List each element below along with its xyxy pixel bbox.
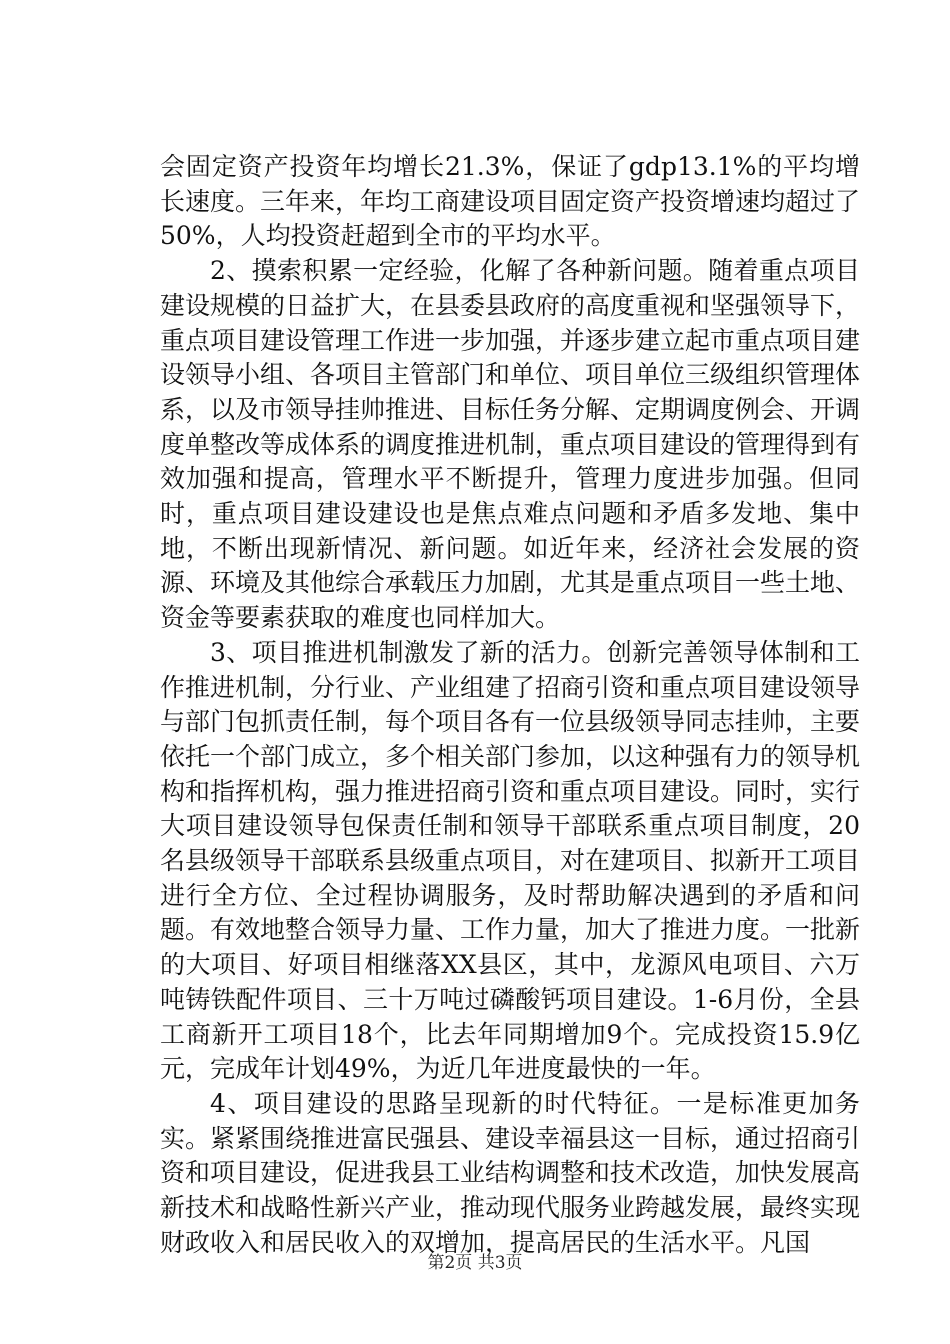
paragraph-1: 会固定资产投资年均增长21.3%，保证了gdp13.1%的平均增长速度。三年来，年均工商建设项目固定资产投资增速均超过了50%，人均投资赶超到全市的平均水平。 bbox=[160, 152, 861, 251]
page-number-footer: 第2页 共3页 bbox=[427, 1253, 523, 1273]
paragraph-4: 4、项目建设的思路呈现新的时代特征。一是标准更加务实。紧紧围绕推进富民强县、建设幸福县这一目标，通过招商引资和项目建设，促进我县工业结构调整和技术改造，加快发展高新技术和战略性新兴产业，推动现代服务业跨越发展，最终实现财政收入和居民收入的双增加，提高居民的生活水平。凡国 bbox=[160, 1088, 861, 1257]
paragraph-3: 3、项目推进机制激发了新的活力。创新完善领导体制和工作推进机制，分行业、产业组建了招商引资和重点项目建设领导与部门包抓责任制，每个项目各有一位县级领导同志挂帅，主要依托一个部门成立，多个相关部门参加，以这种强有力的领导机构和指挥机构，强力推进招商引资和重点项目建设。同时，实行大项目建设领导包保责任制和领导干部联系重点项目制度，20名县级领导干部联系县级重点项目，对在建项目、拟新开工项目进行全方位、全过程协调服务，及时帮助解决遇到的矛盾和问题。有效地整合领导力量、工作力量，加大了推进力度。一批新的大项目、好项目相继落XX县区，其中，龙源风电项目、六万吨铸铁配件项目、三十万吨过磷酸钙项目建设。1-6月份，全县工商新开工项目18个，比去年同期增加9个。完成投资15.9亿元，完成年计划49%，为近几年进度最快的一年。 bbox=[160, 637, 861, 1084]
document-body bbox=[160, 150, 860, 1261]
paragraph-2: 2、摸索积累一定经验，化解了各种新问题。随着重点项目建设规模的日益扩大，在县委县政府的高度重视和坚强领导下，重点项目建设管理工作进一步加强，并逐步建立起市重点项目建设领导小组、各项目主管部门和单位、项目单位三级组织管理体系，以及市领导挂帅推进、目标任务分解、定期调度例会、开调度单整改等成体系的调度推进机制，重点项目建设的管理得到有效加强和提高，管理水平不断提升，管理力度进步加强。但同时，重点项目建设建设也是焦点难点问题和矛盾多发地、集中地，不断出现新情况、新问题。如近年来，经济社会发展的资源、环境及其他综合承载压力加剧，尤其是重点项目一些土地、资金等要素获取的难度也同样加大。 bbox=[160, 256, 861, 633]
